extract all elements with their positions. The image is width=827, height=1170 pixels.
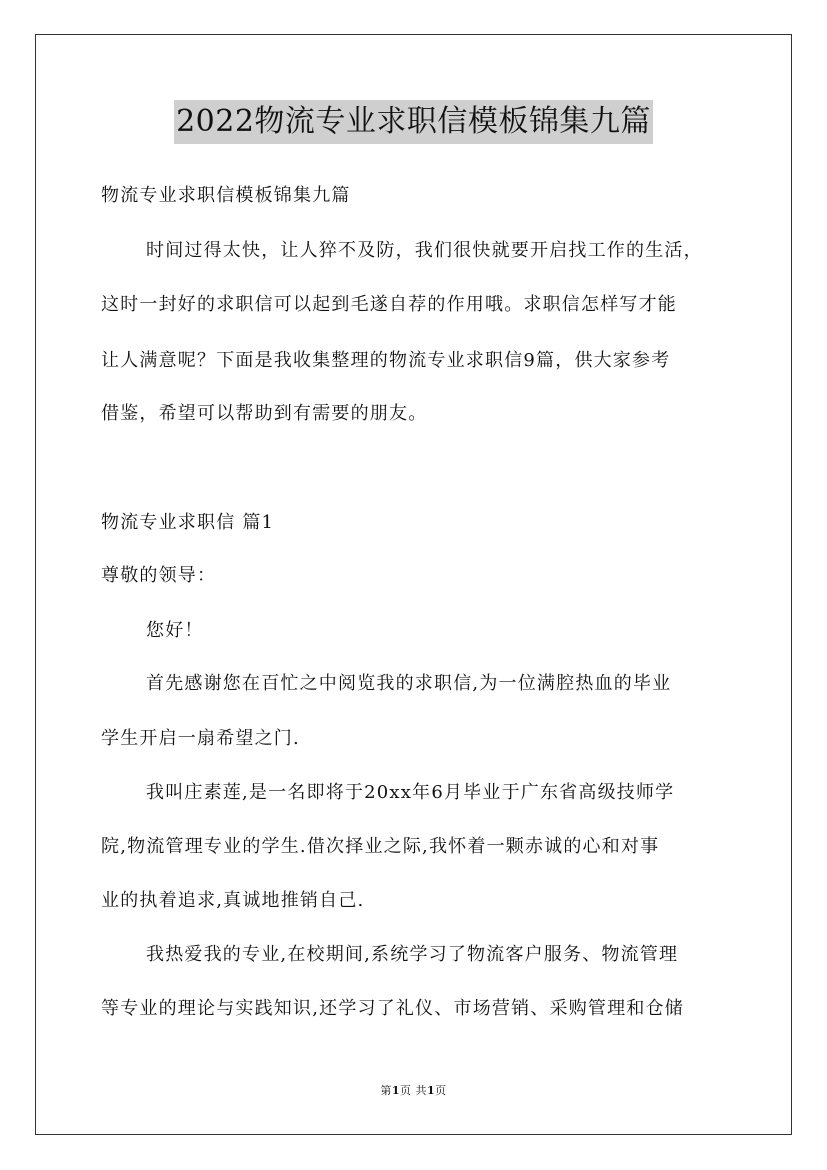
paragraph-line: 首先感谢您在百忙之中阅览我的求职信,为一位满腔热血的毕业 [146,673,672,694]
paragraph-line: 院,物流管理专业的学生.借次择业之际,我怀着一颗赤诚的心和对事 [101,836,660,857]
subtitle: 物流专业求职信模板锦集九篇 [101,185,351,206]
section-heading: 物流专业求职信 篇1 [101,512,275,533]
document-title: 2022物流专业求职信模板锦集九篇 [174,100,653,144]
footer-suffix: 页 [435,1084,447,1097]
paragraph-line: 业的执着追求,真诚地推销自己. [101,890,365,911]
paragraph-line: 我热爱我的专业,在校期间,系统学习了物流客户服务、物流管理 [146,944,679,965]
greeting: 您好！ [146,620,204,641]
intro-line: 借鉴，希望可以帮助到有需要的朋友。 [101,403,428,424]
paragraph-line: 我叫庄素莲,是一名即将于20xx年6月毕业于广东省高级技师学 [146,782,675,803]
title-block [0,100,827,144]
intro-line: 时间过得太快，让人猝不及防，我们很快就要开启找工作的生活， [146,240,703,261]
page-number: 1 [391,1084,400,1097]
page-total: 1 [427,1084,436,1097]
footer-prefix: 第 [380,1084,392,1097]
intro-line: 让人满意呢？下面是我收集整理的物流专业求职信9篇，供大家参考 [101,350,671,371]
salutation: 尊敬的领导： [101,565,217,586]
paragraph-line: 等专业的理论与实践知识,还学习了礼仪、市场营销、采购管理和仓储 [101,998,684,1019]
page-footer [0,1082,827,1098]
intro-line: 这时一封好的求职信可以起到毛遂自荐的作用哦。求职信怎样写才能 [101,294,677,315]
paragraph-line: 学生开启一扇希望之门. [101,728,300,749]
footer-mid: 页 共 [400,1084,427,1097]
